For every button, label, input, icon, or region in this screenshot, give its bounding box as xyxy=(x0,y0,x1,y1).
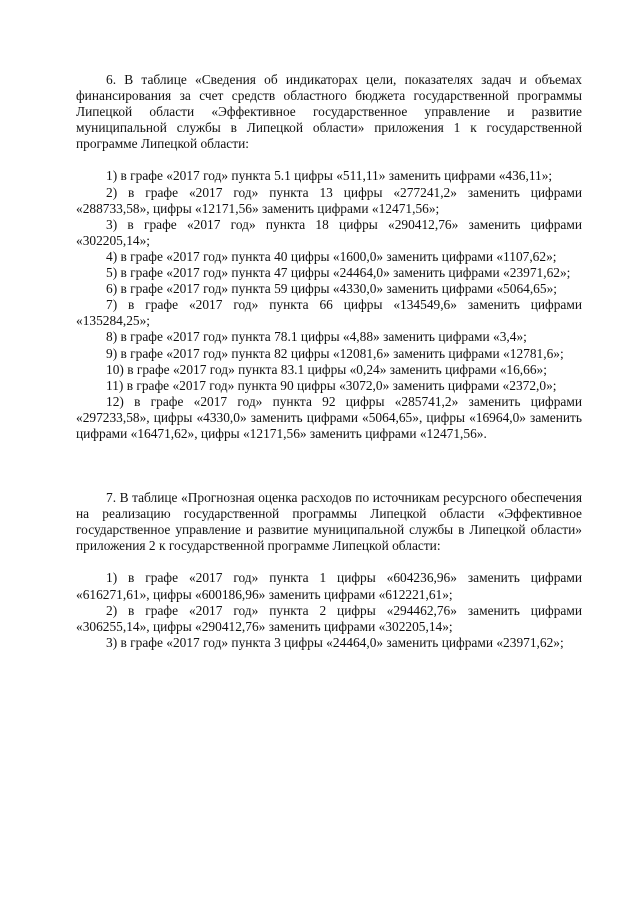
spacer xyxy=(76,442,582,490)
section-6-item-8: 8) в графе «2017 год» пункта 78.1 цифры «4,88» заменить цифрами «3,4»; xyxy=(106,329,527,345)
section-6-item-10: 10) в графе «2017 год» пункта 83.1 цифры «0,24» заменить цифрами «16,66»; xyxy=(106,361,547,377)
section-6-item-5: 5) в графе «2017 год» пункта 47 цифры «24464,0» заменить цифрами «23971,62»; xyxy=(106,265,571,281)
section-6-item-9: 9) в графе «2017 год» пункта 82 цифры «12081,6» заменить цифрами «12781,6»; xyxy=(106,345,564,361)
section-6-item-7: 7) в графе «2017 год» пункта 66 цифры «134549,6» заменить цифрами «135284,25»; xyxy=(76,297,582,329)
section-6-item-4: 4) в графе «2017 год» пункта 40 цифры «1600,0» заменить цифрами «1107,62»; xyxy=(106,248,557,264)
spacer xyxy=(76,152,582,168)
section-7-item-1: 1) в графе «2017 год» пункта 1 цифры «604236,96» заменить цифрами «616271,61», цифры «600186,96» заменить цифрами «612221,61»; xyxy=(76,570,582,602)
section-6-intro: 6. В таблице «Сведения об индикаторах цели, показателях задач и объемах финансирования за счет средств областного бюджета государственной программы Липецкой области «Эффективное государственное управление и развитие муниципальной службы в Липецкой области» приложения 1 к государственной программе Липецкой области: xyxy=(76,72,582,152)
section-7-item-2: 2) в графе «2017 год» пункта 2 цифры «294462,76» заменить цифрами «306255,14», цифры «290412,76» заменить цифрами «302205,14»; xyxy=(76,602,582,634)
section-6-item-3: 3) в графе «2017 год» пункта 18 цифры «290412,76» заменить цифрами «302205,14»; xyxy=(76,216,582,248)
section-6-item-12: 12) в графе «2017 год» пункта 92 цифры «285741,2» заменить цифрами «297233,58», цифры «4330,0» заменить цифрами «5064,65», цифры «16964,0» заменить цифрами «16471,62», цифры «12171,56» заменить цифрами «12471,56». xyxy=(76,393,582,441)
section-6-item-2: 2) в графе «2017 год» пункта 13 цифры «277241,2» заменить цифрами «288733,58», цифры «12171,56» заменить цифрами «12471,56»; xyxy=(76,184,582,216)
section-6-item-6: 6) в графе «2017 год» пункта 59 цифры «4330,0» заменить цифрами «5064,65»; xyxy=(106,281,557,297)
document-page xyxy=(76,72,582,651)
section-7-item-3: 3) в графе «2017 год» пункта 3 цифры «24464,0» заменить цифрами «23971,62»; xyxy=(106,634,564,650)
spacer xyxy=(76,554,582,570)
section-6-item-11: 11) в графе «2017 год» пункта 90 цифры «3072,0» заменить цифрами «2372,0»; xyxy=(106,377,557,393)
section-6-item-1: 1) в графе «2017 год» пункта 5.1 цифры «511,11» заменить цифрами «436,11»; xyxy=(106,168,553,184)
section-7-intro: 7. В таблице «Прогнозная оценка расходов по источникам ресурсного обеспечения на реализацию государственной программы Липецкой области «Эффективное государственное управление и развитие муниципальной службы в Липецкой области» приложения 2 к государственной программе Липецкой области: xyxy=(76,490,582,554)
